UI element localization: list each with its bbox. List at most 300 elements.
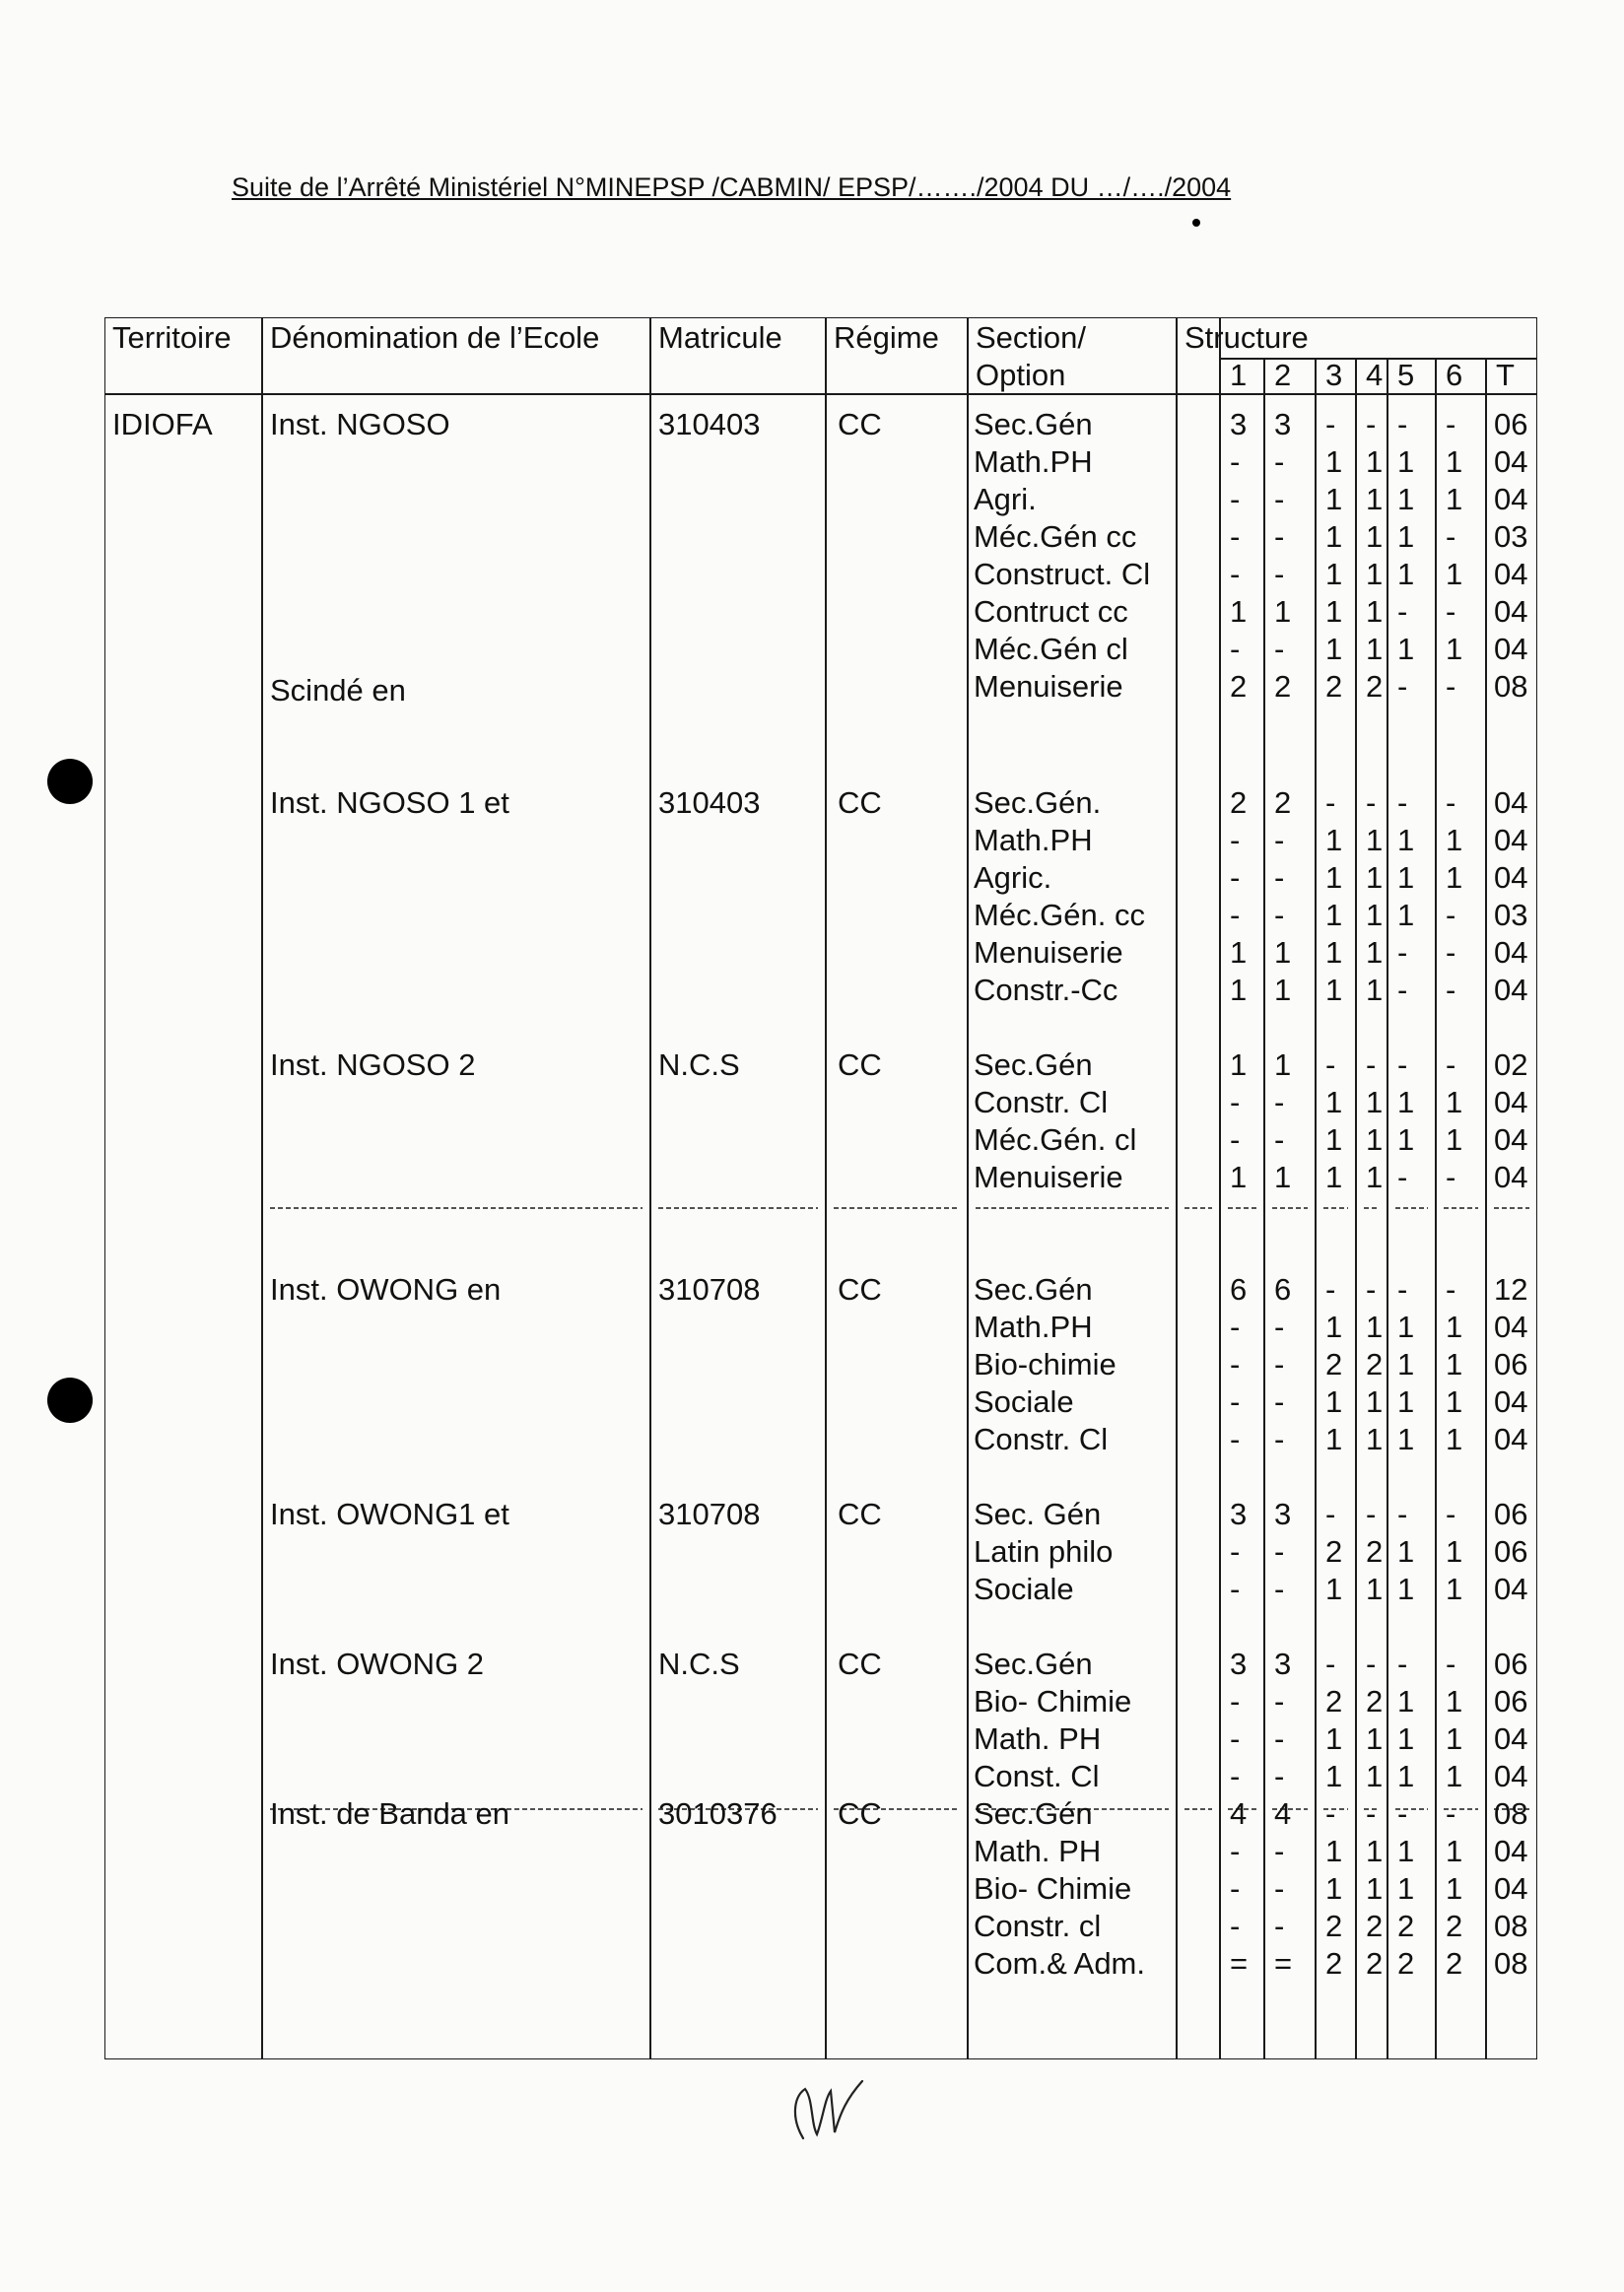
structure-value-2: 2 — [1274, 785, 1292, 820]
structure-value-3: 1 — [1325, 1085, 1343, 1119]
structure-value-4: - — [1366, 407, 1377, 441]
school-name: Scindé en — [270, 673, 406, 708]
school-regime: CC — [838, 785, 882, 820]
structure-value-4: 1 — [1366, 594, 1384, 629]
structure-value-5: - — [1397, 1497, 1408, 1531]
structure-value-6: 1 — [1446, 1721, 1463, 1756]
structure-value-1: - — [1230, 1684, 1241, 1719]
structure-value-1: - — [1230, 1534, 1241, 1569]
school-name: Inst. NGOSO 1 et — [270, 785, 509, 820]
structure-value-4: 2 — [1366, 1946, 1384, 1981]
structure-value-1: 1 — [1230, 935, 1248, 970]
structure-value-T: 04 — [1494, 482, 1528, 516]
structure-value-1: = — [1230, 1946, 1249, 1981]
structure-value-1: 3 — [1230, 1647, 1248, 1681]
structure-value-4: - — [1366, 785, 1377, 820]
structure-value-2: 1 — [1274, 973, 1292, 1007]
structure-value-T: 06 — [1494, 407, 1528, 441]
structure-value-6: - — [1446, 973, 1456, 1007]
structure-value-T: 02 — [1494, 1047, 1528, 1082]
header-structure-3: 3 — [1325, 358, 1343, 392]
school-matricule: 3010376 — [658, 1796, 778, 1831]
structure-value-2: - — [1274, 860, 1285, 895]
structure-value-2: - — [1274, 1909, 1285, 1943]
structure-value-2: - — [1274, 1684, 1285, 1719]
structure-value-T: 04 — [1494, 1422, 1528, 1456]
structure-value-T: 04 — [1494, 785, 1528, 820]
section-option: Latin philo — [974, 1534, 1114, 1569]
structure-value-5: - — [1397, 1647, 1408, 1681]
structure-value-2: 2 — [1274, 669, 1292, 704]
school-regime: CC — [838, 1647, 882, 1681]
structure-value-3: - — [1325, 1796, 1336, 1831]
schools-structure-table — [104, 317, 1537, 2059]
structure-value-3: - — [1325, 407, 1336, 441]
structure-value-5: 1 — [1397, 1422, 1415, 1456]
structure-value-1: 1 — [1230, 973, 1248, 1007]
structure-value-5: 1 — [1397, 1384, 1415, 1419]
structure-value-T: 04 — [1494, 1871, 1528, 1906]
structure-value-6: 2 — [1446, 1946, 1463, 1981]
structure-value-2: 1 — [1274, 1047, 1292, 1082]
school-regime: CC — [838, 1497, 882, 1531]
structure-value-4: - — [1366, 1272, 1377, 1307]
structure-value-4: 1 — [1366, 1572, 1384, 1606]
structure-value-3: 1 — [1325, 482, 1343, 516]
structure-value-1: - — [1230, 1347, 1241, 1382]
structure-value-2: - — [1274, 1422, 1285, 1456]
structure-value-2: 3 — [1274, 407, 1292, 441]
school-name: Inst. NGOSO — [270, 407, 450, 441]
structure-value-3: 1 — [1325, 594, 1343, 629]
structure-value-3: 1 — [1325, 1834, 1343, 1868]
structure-value-1: - — [1230, 632, 1241, 666]
structure-value-T: 04 — [1494, 823, 1528, 857]
structure-value-6: - — [1446, 594, 1456, 629]
structure-value-6: - — [1446, 1160, 1456, 1194]
structure-value-T: 04 — [1494, 973, 1528, 1007]
structure-value-3: 1 — [1325, 1422, 1343, 1456]
structure-value-4: 1 — [1366, 935, 1384, 970]
header-structure: Structure — [1184, 320, 1309, 355]
section-option: Sec.Gén — [974, 1796, 1093, 1831]
structure-value-2: - — [1274, 823, 1285, 857]
structure-value-6: 1 — [1446, 1834, 1463, 1868]
structure-value-3: 1 — [1325, 519, 1343, 554]
structure-value-5: 1 — [1397, 444, 1415, 479]
structure-value-4: 1 — [1366, 1871, 1384, 1906]
structure-value-1: - — [1230, 1422, 1241, 1456]
school-name: Inst. OWONG en — [270, 1272, 502, 1307]
structure-value-1: - — [1230, 482, 1241, 516]
structure-value-T: 04 — [1494, 1384, 1528, 1419]
structure-value-3: 1 — [1325, 557, 1343, 591]
section-option: Math. PH — [974, 1834, 1102, 1868]
structure-value-2: 4 — [1274, 1796, 1292, 1831]
structure-value-4: 1 — [1366, 519, 1384, 554]
structure-value-6: - — [1446, 1796, 1456, 1831]
structure-value-6: 1 — [1446, 823, 1463, 857]
structure-value-3: 2 — [1325, 669, 1343, 704]
section-option: Const. Cl — [974, 1759, 1100, 1793]
structure-value-1: - — [1230, 1310, 1241, 1344]
structure-value-5: 1 — [1397, 1310, 1415, 1344]
structure-value-2: - — [1274, 1834, 1285, 1868]
structure-value-5: 1 — [1397, 1572, 1415, 1606]
structure-value-T: 03 — [1494, 519, 1528, 554]
territory-name: IDIOFA — [112, 407, 213, 441]
structure-value-4: 2 — [1366, 1684, 1384, 1719]
header-option: Option — [976, 358, 1066, 392]
structure-value-1: - — [1230, 557, 1241, 591]
structure-value-6: - — [1446, 785, 1456, 820]
structure-value-1: - — [1230, 1834, 1241, 1868]
structure-value-5: - — [1397, 594, 1408, 629]
structure-value-4: 1 — [1366, 557, 1384, 591]
structure-value-6: 1 — [1446, 860, 1463, 895]
section-option: Agri. — [974, 482, 1037, 516]
section-option: Math.PH — [974, 1310, 1093, 1344]
structure-value-3: 1 — [1325, 823, 1343, 857]
structure-value-2: - — [1274, 1085, 1285, 1119]
structure-value-5: 1 — [1397, 1834, 1415, 1868]
structure-value-5: - — [1397, 973, 1408, 1007]
section-option: Méc.Gén cc — [974, 519, 1137, 554]
structure-value-1: 6 — [1230, 1272, 1248, 1307]
structure-value-1: 3 — [1230, 407, 1248, 441]
structure-value-2: - — [1274, 1384, 1285, 1419]
structure-value-T: 04 — [1494, 860, 1528, 895]
structure-value-T: 04 — [1494, 1310, 1528, 1344]
structure-value-4: 1 — [1366, 1721, 1384, 1756]
section-option: Bio- Chimie — [974, 1871, 1132, 1906]
structure-value-5: 1 — [1397, 1085, 1415, 1119]
structure-value-T: 04 — [1494, 444, 1528, 479]
structure-value-6: 1 — [1446, 1871, 1463, 1906]
structure-value-2: 3 — [1274, 1647, 1292, 1681]
structure-value-6: - — [1446, 1647, 1456, 1681]
structure-value-1: - — [1230, 898, 1241, 932]
structure-value-2: - — [1274, 898, 1285, 932]
structure-value-5: 2 — [1397, 1946, 1415, 1981]
structure-value-T: 04 — [1494, 1721, 1528, 1756]
structure-value-T: 03 — [1494, 898, 1528, 932]
section-option: Bio-chimie — [974, 1347, 1116, 1382]
structure-value-T: 04 — [1494, 1085, 1528, 1119]
structure-value-3: 2 — [1325, 1946, 1343, 1981]
structure-value-5: 1 — [1397, 1871, 1415, 1906]
structure-value-5: - — [1397, 1272, 1408, 1307]
structure-value-T: 08 — [1494, 1909, 1528, 1943]
structure-value-5: 1 — [1397, 557, 1415, 591]
structure-value-3: 1 — [1325, 1572, 1343, 1606]
structure-value-2: 3 — [1274, 1497, 1292, 1531]
structure-value-5: 1 — [1397, 1684, 1415, 1719]
school-matricule: 310403 — [658, 785, 761, 820]
section-option: Construct. Cl — [974, 557, 1151, 591]
section-option: Méc.Gén. cc — [974, 898, 1145, 932]
section-option: Constr. Cl — [974, 1422, 1109, 1456]
structure-value-3: 1 — [1325, 860, 1343, 895]
section-option: Math.PH — [974, 823, 1093, 857]
structure-value-6: 1 — [1446, 1572, 1463, 1606]
structure-value-2: - — [1274, 1347, 1285, 1382]
structure-value-1: 1 — [1230, 594, 1248, 629]
structure-value-6: 1 — [1446, 1422, 1463, 1456]
structure-value-3: - — [1325, 1272, 1336, 1307]
structure-value-1: - — [1230, 1909, 1241, 1943]
structure-value-6: 1 — [1446, 1122, 1463, 1157]
structure-value-1: 2 — [1230, 669, 1248, 704]
structure-value-1: - — [1230, 823, 1241, 857]
structure-value-2: = — [1274, 1946, 1293, 1981]
section-option: Menuiserie — [974, 669, 1123, 704]
structure-value-5: - — [1397, 1047, 1408, 1082]
structure-value-3: 1 — [1325, 973, 1343, 1007]
structure-value-5: - — [1397, 935, 1408, 970]
structure-value-5: - — [1397, 1160, 1408, 1194]
punch-hole-top — [47, 759, 93, 804]
structure-value-T: 04 — [1494, 1122, 1528, 1157]
structure-value-T: 04 — [1494, 1834, 1528, 1868]
structure-value-2: 1 — [1274, 1160, 1292, 1194]
structure-value-3: 1 — [1325, 1384, 1343, 1419]
structure-value-1: - — [1230, 1721, 1241, 1756]
structure-value-2: 1 — [1274, 935, 1292, 970]
structure-value-4: 1 — [1366, 1834, 1384, 1868]
structure-value-4: 2 — [1366, 1347, 1384, 1382]
structure-value-2: - — [1274, 1721, 1285, 1756]
structure-value-5: 1 — [1397, 860, 1415, 895]
structure-value-6: 1 — [1446, 1085, 1463, 1119]
structure-value-6: 1 — [1446, 557, 1463, 591]
structure-value-T: 04 — [1494, 1160, 1528, 1194]
structure-value-5: - — [1397, 407, 1408, 441]
scan-speck — [1192, 219, 1200, 227]
structure-value-3: - — [1325, 1497, 1336, 1531]
structure-value-6: 1 — [1446, 1310, 1463, 1344]
structure-value-T: 08 — [1494, 1796, 1528, 1831]
school-name: Inst. OWONG 2 — [270, 1647, 485, 1681]
structure-value-T: 08 — [1494, 669, 1528, 704]
structure-value-1: - — [1230, 860, 1241, 895]
header-territoire: Territoire — [112, 320, 232, 355]
header-denomination: Dénomination de l’Ecole — [270, 320, 600, 355]
structure-value-2: - — [1274, 1759, 1285, 1793]
structure-value-4: 1 — [1366, 1759, 1384, 1793]
school-matricule: N.C.S — [658, 1647, 740, 1681]
structure-value-1: - — [1230, 1759, 1241, 1793]
structure-value-3: - — [1325, 1047, 1336, 1082]
section-option: Sec.Gén — [974, 407, 1093, 441]
structure-value-1: 1 — [1230, 1160, 1248, 1194]
header-section: Section/ — [976, 320, 1087, 355]
structure-value-6: - — [1446, 519, 1456, 554]
section-option: Contruct cc — [974, 594, 1128, 629]
structure-value-4: 2 — [1366, 1534, 1384, 1569]
structure-value-3: 2 — [1325, 1909, 1343, 1943]
structure-value-4: - — [1366, 1047, 1377, 1082]
structure-value-3: 1 — [1325, 1160, 1343, 1194]
structure-value-1: - — [1230, 444, 1241, 479]
structure-value-4: 1 — [1366, 898, 1384, 932]
structure-value-5: 1 — [1397, 1534, 1415, 1569]
structure-value-6: 1 — [1446, 444, 1463, 479]
structure-value-T: 12 — [1494, 1272, 1528, 1307]
header-structure-T: T — [1496, 358, 1515, 392]
structure-value-3: 1 — [1325, 1721, 1343, 1756]
structure-value-T: 04 — [1494, 935, 1528, 970]
structure-value-2: - — [1274, 1310, 1285, 1344]
school-regime: CC — [838, 407, 882, 441]
structure-value-1: 4 — [1230, 1796, 1248, 1831]
structure-value-5: 1 — [1397, 1122, 1415, 1157]
decree-reference-header: Suite de l’Arrêté Ministériel N°MINEPSP /CABMIN/ EPSP/……./2004 DU …/…./2004 — [232, 172, 1232, 202]
structure-value-3: 1 — [1325, 935, 1343, 970]
section-option: Sec. Gén — [974, 1497, 1102, 1531]
structure-value-1: - — [1230, 1871, 1241, 1906]
structure-value-5: - — [1397, 669, 1408, 704]
structure-value-3: 2 — [1325, 1347, 1343, 1382]
structure-value-2: - — [1274, 444, 1285, 479]
structure-value-4: 1 — [1366, 444, 1384, 479]
structure-value-6: - — [1446, 1497, 1456, 1531]
structure-value-3: 1 — [1325, 898, 1343, 932]
structure-value-1: - — [1230, 1572, 1241, 1606]
school-matricule: 310708 — [658, 1272, 761, 1307]
structure-value-1: - — [1230, 1085, 1241, 1119]
structure-value-T: 04 — [1494, 1759, 1528, 1793]
structure-value-6: 1 — [1446, 482, 1463, 516]
section-option: Agric. — [974, 860, 1052, 895]
structure-value-T: 08 — [1494, 1946, 1528, 1981]
section-option: Com.& Adm. — [974, 1946, 1145, 1981]
structure-value-4: 1 — [1366, 1085, 1384, 1119]
section-option: Sociale — [974, 1572, 1074, 1606]
structure-value-3: 1 — [1325, 1122, 1343, 1157]
structure-value-5: 1 — [1397, 482, 1415, 516]
header-regime: Régime — [834, 320, 939, 355]
structure-value-6: 1 — [1446, 1384, 1463, 1419]
header-structure-2: 2 — [1274, 358, 1292, 392]
structure-value-6: 1 — [1446, 1684, 1463, 1719]
structure-value-6: 1 — [1446, 632, 1463, 666]
structure-value-4: - — [1366, 1796, 1377, 1831]
structure-value-3: 2 — [1325, 1534, 1343, 1569]
structure-value-6: 1 — [1446, 1534, 1463, 1569]
structure-value-1: 3 — [1230, 1497, 1248, 1531]
structure-value-4: - — [1366, 1647, 1377, 1681]
header-matricule: Matricule — [658, 320, 782, 355]
school-name: Inst. de Banda en — [270, 1796, 510, 1831]
structure-value-6: 1 — [1446, 1759, 1463, 1793]
school-matricule: 310708 — [658, 1497, 761, 1531]
structure-value-2: - — [1274, 1871, 1285, 1906]
structure-value-6: - — [1446, 898, 1456, 932]
structure-value-4: 1 — [1366, 860, 1384, 895]
structure-value-5: 1 — [1397, 632, 1415, 666]
structure-value-3: 2 — [1325, 1684, 1343, 1719]
school-regime: CC — [838, 1796, 882, 1831]
section-option: Méc.Gén cl — [974, 632, 1128, 666]
structure-value-3: 1 — [1325, 1871, 1343, 1906]
structure-value-6: - — [1446, 935, 1456, 970]
structure-value-2: - — [1274, 1534, 1285, 1569]
structure-value-6: - — [1446, 1047, 1456, 1082]
structure-value-T: 06 — [1494, 1647, 1528, 1681]
section-option: Sociale — [974, 1384, 1074, 1419]
structure-value-4: 2 — [1366, 669, 1384, 704]
structure-value-4: 1 — [1366, 1122, 1384, 1157]
structure-value-T: 06 — [1494, 1534, 1528, 1569]
structure-value-1: 2 — [1230, 785, 1248, 820]
structure-value-5: - — [1397, 1796, 1408, 1831]
structure-value-T: 04 — [1494, 557, 1528, 591]
section-option: Constr. Cl — [974, 1085, 1109, 1119]
school-regime: CC — [838, 1047, 882, 1082]
structure-value-5: - — [1397, 785, 1408, 820]
structure-value-5: 1 — [1397, 1347, 1415, 1382]
section-option: Math. PH — [974, 1721, 1102, 1756]
structure-value-4: 1 — [1366, 1310, 1384, 1344]
structure-value-2: 1 — [1274, 594, 1292, 629]
section-option: Constr.-Cc — [974, 973, 1118, 1007]
school-name: Inst. NGOSO 2 — [270, 1047, 476, 1082]
school-regime: CC — [838, 1272, 882, 1307]
structure-value-5: 1 — [1397, 823, 1415, 857]
punch-hole-bottom — [47, 1378, 93, 1423]
structure-value-3: - — [1325, 1647, 1336, 1681]
structure-value-6: - — [1446, 407, 1456, 441]
structure-value-4: - — [1366, 1497, 1377, 1531]
section-option: Sec.Gén. — [974, 785, 1102, 820]
section-option: Sec.Gén — [974, 1272, 1093, 1307]
structure-value-6: 2 — [1446, 1909, 1463, 1943]
structure-value-T: 04 — [1494, 594, 1528, 629]
section-option: Menuiserie — [974, 1160, 1123, 1194]
structure-value-6: - — [1446, 669, 1456, 704]
section-option: Bio- Chimie — [974, 1684, 1132, 1719]
structure-value-2: 6 — [1274, 1272, 1292, 1307]
structure-value-5: 1 — [1397, 519, 1415, 554]
structure-value-4: 1 — [1366, 1422, 1384, 1456]
structure-value-1: - — [1230, 1122, 1241, 1157]
structure-value-2: - — [1274, 519, 1285, 554]
structure-value-4: 1 — [1366, 482, 1384, 516]
header-structure-6: 6 — [1446, 358, 1463, 392]
structure-value-5: 1 — [1397, 898, 1415, 932]
structure-value-3: - — [1325, 785, 1336, 820]
school-matricule: 310403 — [658, 407, 761, 441]
structure-value-5: 2 — [1397, 1909, 1415, 1943]
school-name: Inst. OWONG1 et — [270, 1497, 509, 1531]
structure-value-1: 1 — [1230, 1047, 1248, 1082]
school-matricule: N.C.S — [658, 1047, 740, 1082]
structure-value-1: - — [1230, 519, 1241, 554]
structure-value-T: 04 — [1494, 632, 1528, 666]
structure-value-2: - — [1274, 482, 1285, 516]
structure-value-T: 04 — [1494, 1572, 1528, 1606]
structure-value-2: - — [1274, 557, 1285, 591]
structure-value-6: - — [1446, 1272, 1456, 1307]
structure-value-6: 1 — [1446, 1347, 1463, 1382]
structure-value-2: - — [1274, 1572, 1285, 1606]
header-structure-5: 5 — [1397, 358, 1415, 392]
section-option: Math.PH — [974, 444, 1093, 479]
header-structure-4: 4 — [1366, 358, 1384, 392]
structure-value-4: 2 — [1366, 1909, 1384, 1943]
section-option: Sec.Gén — [974, 1647, 1093, 1681]
